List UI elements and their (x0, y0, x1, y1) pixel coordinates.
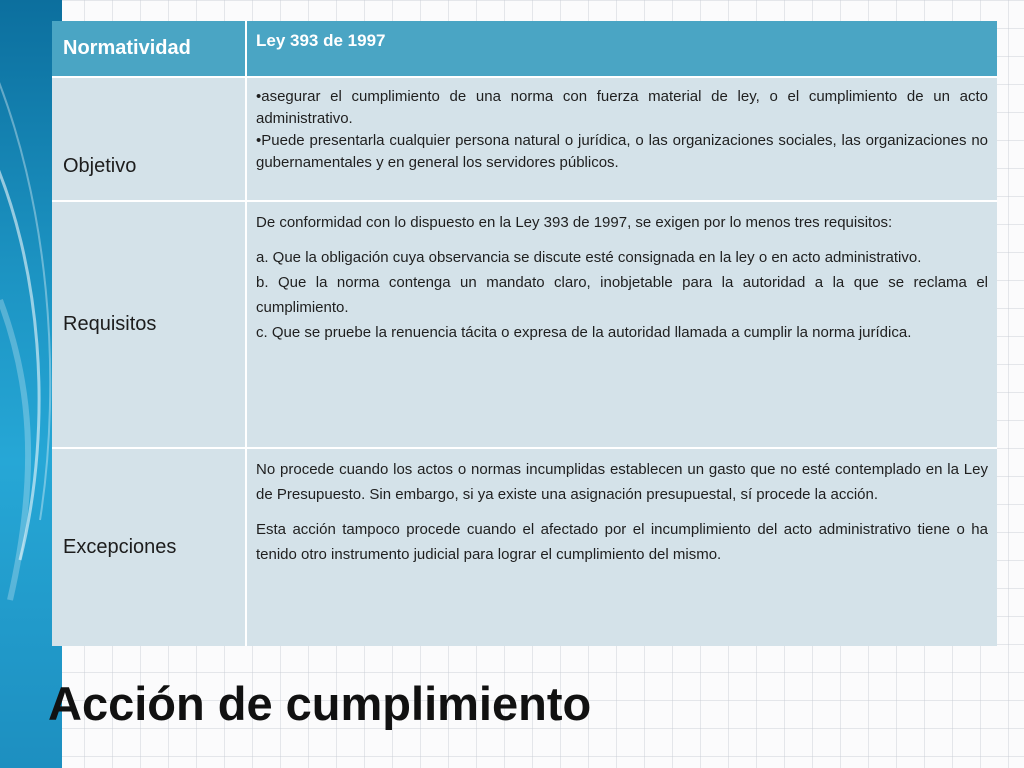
header-label-cell: Normatividad (52, 21, 245, 76)
table-header-row (52, 21, 997, 76)
slide-title: Acción de cumplimiento (48, 677, 592, 730)
requisito-item: b. Que la norma contenga un mandato claro, inobjetable para la autoridad a la que se reclama el cumplimiento. (256, 274, 988, 316)
requisitos-label: Requisitos (52, 202, 245, 447)
content-table (52, 21, 997, 646)
table-row-objetivo (52, 78, 997, 200)
objetivo-bullet: •Puede presentarla cualquier persona natural o jurídica, o las organizaciones sociales, las organizaciones no gubernamentales y en general los servidores públicos. (256, 132, 988, 171)
requisito-item: a. Que la obligación cuya observancia se discute esté consignada en la ley o en acto administrativo. (256, 249, 922, 266)
requisito-item: c. Que se pruebe la renuencia tácita o expresa de la autoridad llamada a cumplir la norma jurídica. (256, 324, 912, 341)
objetivo-label: Objetivo (52, 78, 245, 200)
table-row-requisitos (52, 202, 997, 447)
requisitos-content (247, 202, 997, 447)
table-row-excepciones (52, 449, 997, 646)
excepcion-paragraph: Esta acción tampoco procede cuando el afectado por el incumplimiento del acto administrativo tiene o ha tenido otro instrumento judicial para lograr el cumplimiento del mismo. (256, 521, 988, 563)
excepciones-label: Excepciones (52, 449, 245, 646)
excepcion-paragraph: No procede cuando los actos o normas incumplidas establecen un gasto que no esté contemplado en la Ley de Presupuesto. Sin embargo, si ya existe una asignación presupuestal, sí procede la acción. (256, 461, 988, 503)
objetivo-bullet: •asegurar el cumplimiento de una norma con fuerza material de ley, o el cumplimiento de un acto administrativo. (256, 88, 988, 127)
excepciones-content (247, 449, 997, 646)
objetivo-content (247, 78, 997, 200)
header-value-cell: Ley 393 de 1997 (247, 21, 997, 76)
requisitos-intro: De conformidad con lo dispuesto en la Ley 393 de 1997, se exigen por lo menos tres requisitos: (256, 214, 893, 231)
